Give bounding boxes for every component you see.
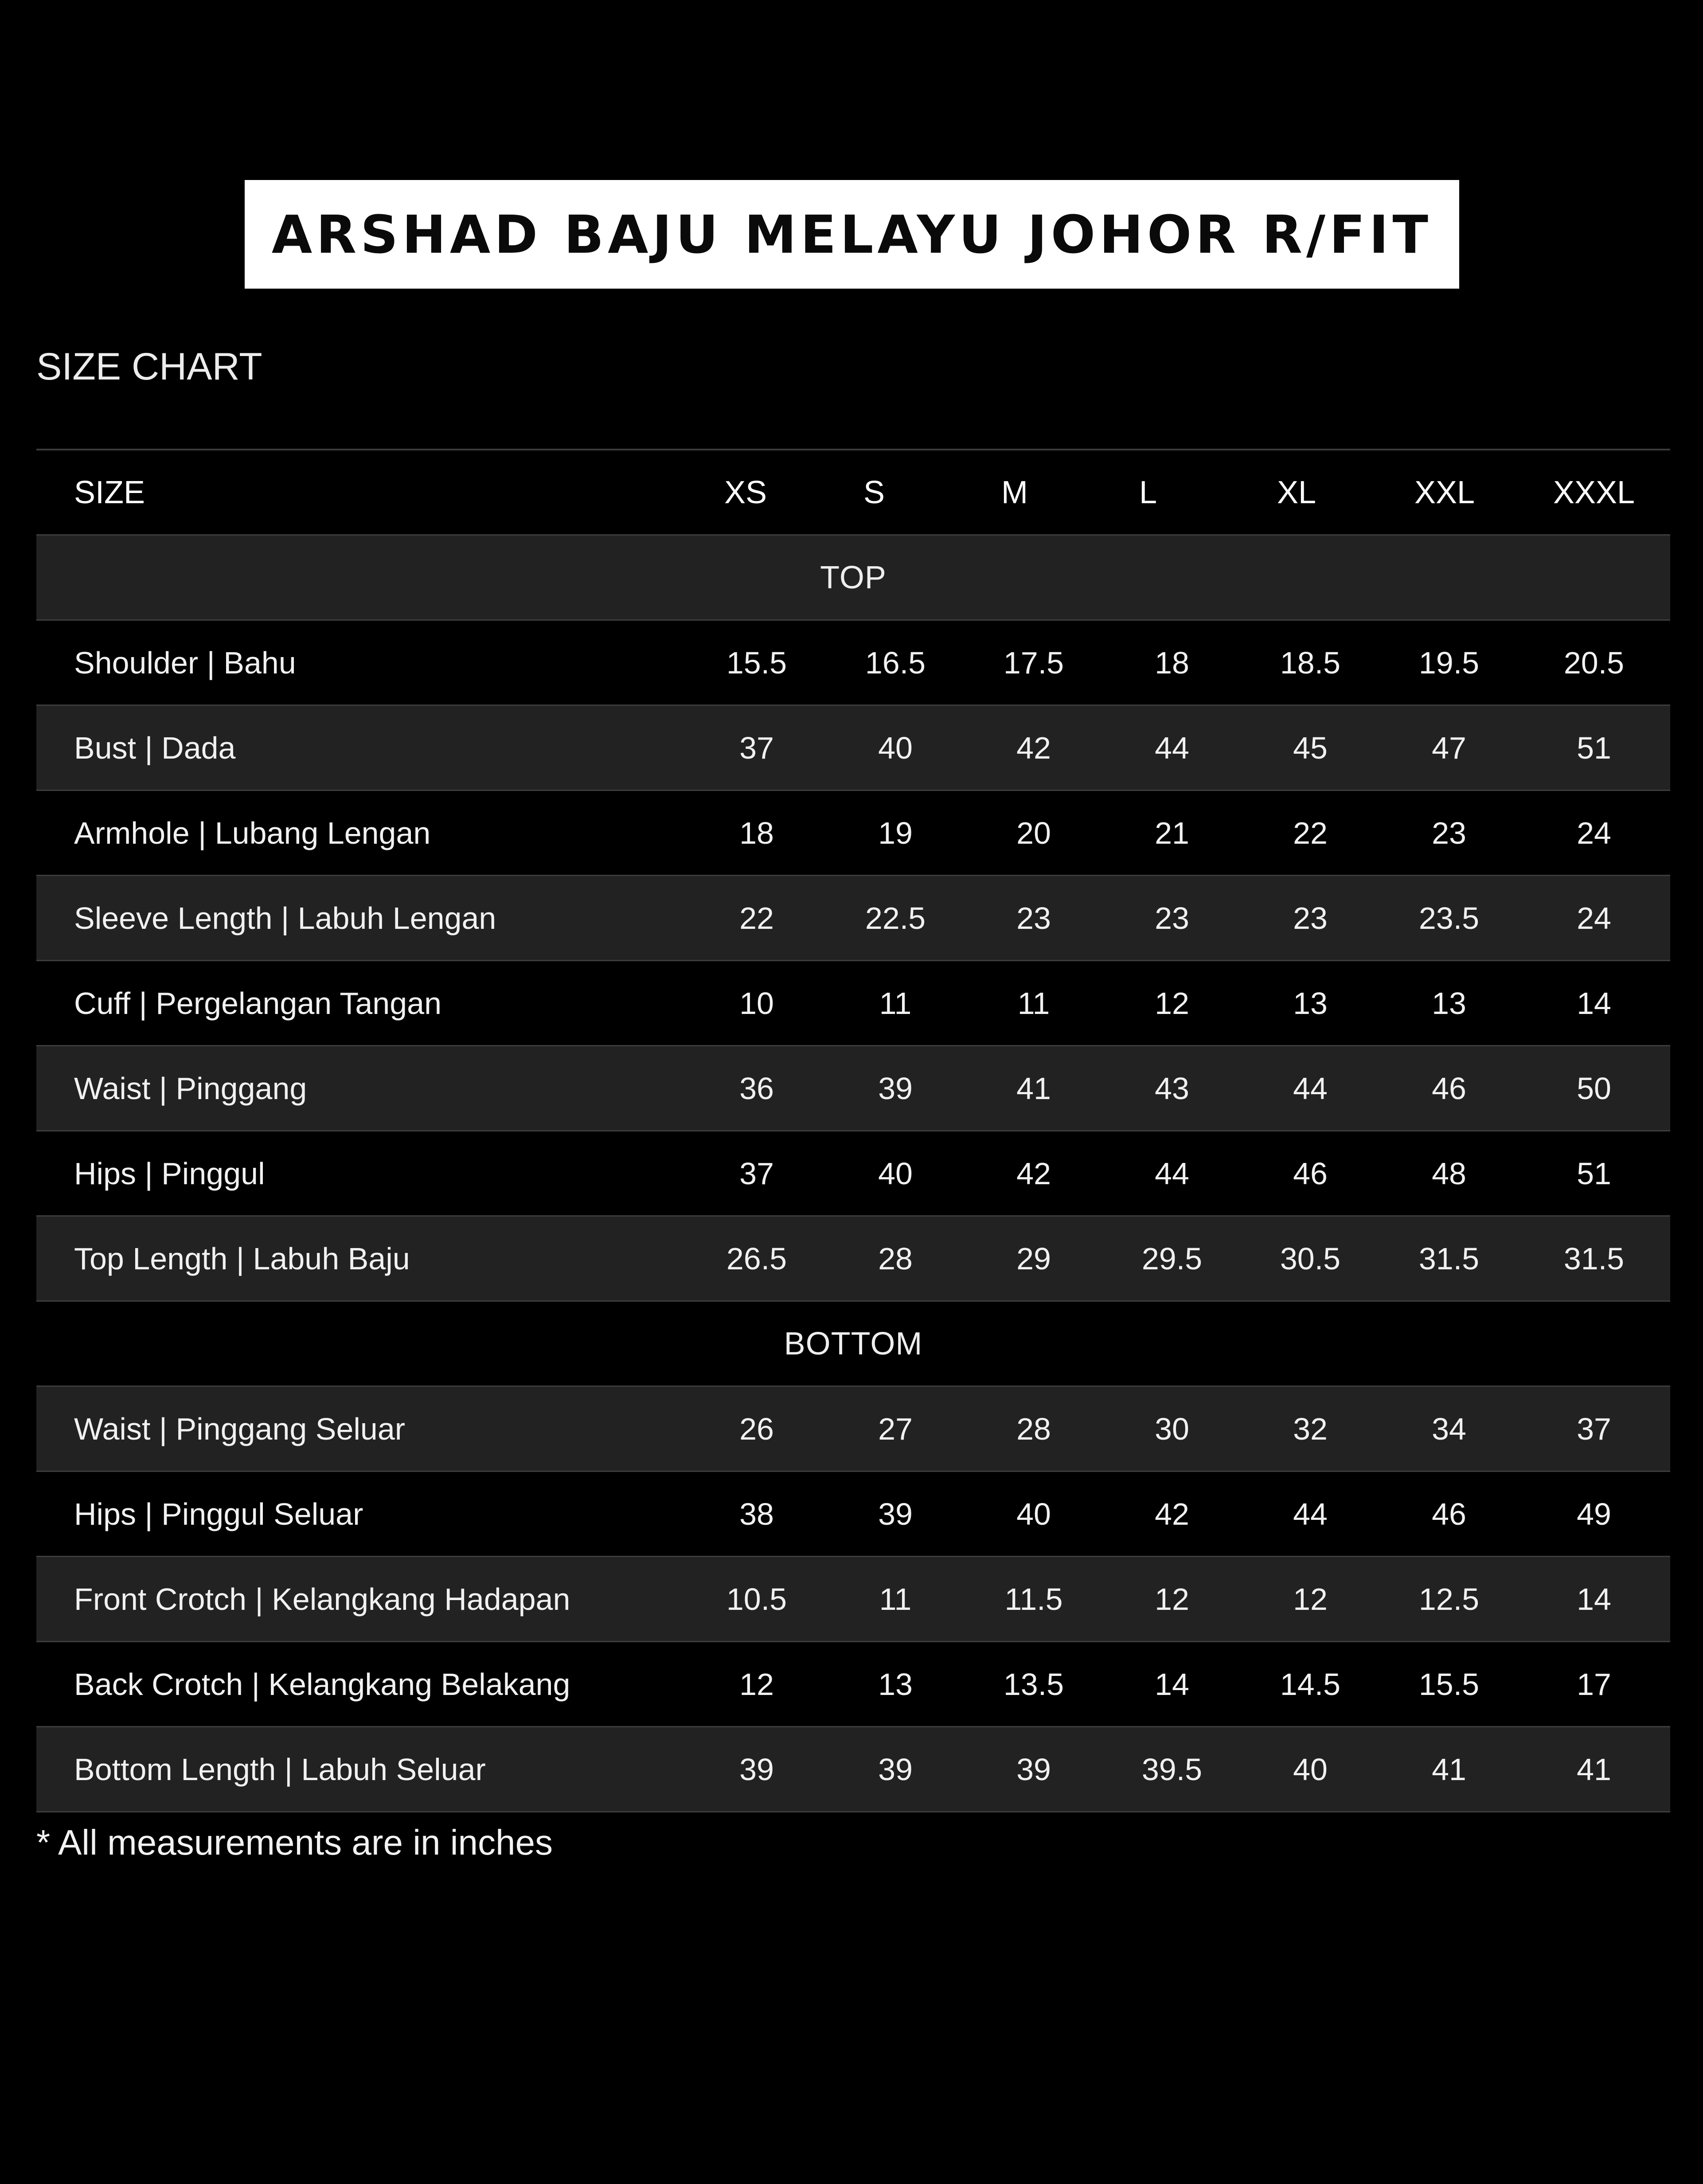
measurement-value-l: 18 bbox=[1155, 645, 1189, 680]
title-banner bbox=[245, 180, 1459, 289]
measurement-value-xxxl: 24 bbox=[1577, 815, 1611, 850]
table-row bbox=[36, 1387, 1670, 1472]
measurement-value-xxl: 15.5 bbox=[1418, 1667, 1480, 1702]
bottom-section-row bbox=[36, 1302, 1670, 1387]
measurement-value-m: 23 bbox=[1016, 900, 1051, 935]
measurement-value-xs: 36 bbox=[739, 1071, 774, 1106]
measurement-value-xs: 26.5 bbox=[726, 1241, 787, 1276]
measurement-value-xxl: 12.5 bbox=[1418, 1581, 1480, 1616]
measurement-value-s: 39 bbox=[878, 1071, 913, 1106]
measurement-label: Hips | Pinggul bbox=[74, 1156, 265, 1191]
bottom-section-row-label: BOTTOM bbox=[784, 1326, 923, 1362]
measurement-value-s: 19 bbox=[878, 815, 913, 850]
measurement-value-l: 42 bbox=[1155, 1496, 1189, 1531]
size-chart-table bbox=[36, 449, 1670, 1812]
table-row bbox=[36, 706, 1670, 791]
measurement-label: Waist | Pinggang Seluar bbox=[74, 1411, 406, 1446]
measurement-value-xxxl: 49 bbox=[1577, 1496, 1611, 1531]
measurement-value-xxl: 19.5 bbox=[1418, 645, 1480, 680]
header-size-xxxl: XXXL bbox=[1553, 474, 1635, 510]
measurement-value-xs: 37 bbox=[739, 730, 774, 765]
measurement-value-xxxl: 41 bbox=[1577, 1752, 1611, 1787]
measurement-value-m: 42 bbox=[1016, 1156, 1051, 1191]
measurement-value-l: 23 bbox=[1155, 900, 1189, 935]
measurement-value-xxl: 46 bbox=[1432, 1496, 1466, 1531]
top-section-row bbox=[36, 536, 1670, 621]
measurement-value-s: 40 bbox=[878, 1156, 913, 1191]
measurement-value-l: 12 bbox=[1155, 1581, 1189, 1616]
measurement-value-xl: 46 bbox=[1293, 1156, 1328, 1191]
table-row bbox=[36, 1472, 1670, 1557]
measurement-label: Bust | Dada bbox=[74, 730, 236, 765]
measurement-value-xxl: 23.5 bbox=[1418, 900, 1480, 935]
measurement-value-xxxl: 20.5 bbox=[1563, 645, 1625, 680]
measurement-value-xxxl: 24 bbox=[1577, 900, 1611, 935]
measurement-value-s: 13 bbox=[878, 1667, 913, 1702]
measurement-value-l: 44 bbox=[1155, 1156, 1189, 1191]
measurement-value-l: 43 bbox=[1155, 1071, 1189, 1106]
measurement-value-s: 22.5 bbox=[865, 900, 926, 935]
measurement-value-xl: 32 bbox=[1293, 1411, 1328, 1446]
measurement-value-l: 21 bbox=[1155, 815, 1189, 850]
measurement-value-m: 13.5 bbox=[1003, 1667, 1064, 1702]
measurement-value-xs: 10.5 bbox=[726, 1581, 787, 1616]
page-title: ARSHAD BAJU MELAYU JOHOR R/FIT bbox=[271, 204, 1433, 265]
measurement-value-s: 39 bbox=[878, 1752, 913, 1787]
measurement-value-xl: 45 bbox=[1293, 730, 1328, 765]
measurement-value-xs: 39 bbox=[739, 1752, 774, 1787]
measurement-value-xxl: 47 bbox=[1432, 730, 1466, 765]
measurement-value-xs: 26 bbox=[739, 1411, 774, 1446]
measurement-value-xl: 23 bbox=[1293, 900, 1328, 935]
table-row bbox=[36, 791, 1670, 876]
table-row bbox=[36, 1642, 1670, 1727]
measurement-value-l: 30 bbox=[1155, 1411, 1189, 1446]
measurement-value-xxl: 23 bbox=[1432, 815, 1466, 850]
table-row bbox=[36, 1131, 1670, 1217]
measurement-value-s: 39 bbox=[878, 1496, 913, 1531]
header-size-l: L bbox=[1139, 474, 1157, 510]
measurement-value-xxl: 31.5 bbox=[1418, 1241, 1480, 1276]
measurement-value-s: 11 bbox=[879, 986, 912, 1021]
measurement-value-xl: 22 bbox=[1293, 815, 1328, 850]
measurement-value-xxxl: 51 bbox=[1577, 1156, 1611, 1191]
measurement-value-s: 28 bbox=[878, 1241, 913, 1276]
header-size-xs: XS bbox=[724, 474, 767, 510]
measurement-value-m: 28 bbox=[1016, 1411, 1051, 1446]
measurement-value-m: 11 bbox=[1017, 986, 1050, 1021]
measurement-value-xl: 13 bbox=[1293, 986, 1328, 1021]
measurement-value-xxl: 34 bbox=[1432, 1411, 1466, 1446]
measurement-value-m: 29 bbox=[1016, 1241, 1051, 1276]
measurement-label: Top Length | Labuh Baju bbox=[74, 1241, 410, 1276]
measurement-value-xxxl: 17 bbox=[1577, 1667, 1611, 1702]
measurement-value-xxxl: 31.5 bbox=[1563, 1241, 1625, 1276]
measurement-value-xxxl: 51 bbox=[1577, 730, 1611, 765]
measurement-value-m: 40 bbox=[1016, 1496, 1051, 1531]
measurement-value-xxxl: 50 bbox=[1577, 1071, 1611, 1106]
measurement-value-s: 27 bbox=[878, 1411, 913, 1446]
measurement-value-xs: 37 bbox=[739, 1156, 774, 1191]
table-row bbox=[36, 1727, 1670, 1812]
measurement-value-xxxl: 14 bbox=[1577, 1581, 1611, 1616]
measurement-value-xl: 44 bbox=[1293, 1496, 1328, 1531]
measurement-value-xl: 30.5 bbox=[1280, 1241, 1341, 1276]
header-size-label: SIZE bbox=[74, 474, 145, 510]
measurement-value-xs: 18 bbox=[739, 815, 774, 850]
measurement-value-m: 41 bbox=[1016, 1071, 1051, 1106]
measurement-value-xl: 44 bbox=[1293, 1071, 1328, 1106]
measurement-label: Sleeve Length | Labuh Lengan bbox=[74, 900, 496, 935]
header-size-s: S bbox=[863, 474, 885, 510]
header-size-xl: XL bbox=[1277, 474, 1316, 510]
measurement-value-s: 11 bbox=[879, 1581, 912, 1616]
measurement-value-xl: 14.5 bbox=[1280, 1667, 1341, 1702]
measurement-value-s: 16.5 bbox=[865, 645, 926, 680]
measurement-label: Armhole | Lubang Lengan bbox=[74, 815, 431, 850]
measurement-value-m: 42 bbox=[1016, 730, 1051, 765]
table-row bbox=[36, 1217, 1670, 1302]
measurement-value-l: 29.5 bbox=[1141, 1241, 1203, 1276]
table-header-row bbox=[36, 450, 1670, 536]
measurement-label: Waist | Pinggang bbox=[74, 1071, 307, 1106]
measurement-value-m: 20 bbox=[1016, 815, 1051, 850]
measurement-value-xl: 40 bbox=[1293, 1752, 1328, 1787]
measurement-label: Cuff | Pergelangan Tangan bbox=[74, 986, 442, 1021]
measurement-value-xxl: 13 bbox=[1432, 986, 1466, 1021]
table-row bbox=[36, 961, 1670, 1046]
measurement-value-xxxl: 37 bbox=[1577, 1411, 1611, 1446]
measurement-value-xxl: 48 bbox=[1432, 1156, 1466, 1191]
top-section-row-label: TOP bbox=[820, 560, 887, 595]
measurement-value-xs: 15.5 bbox=[726, 645, 787, 680]
measurement-value-xl: 18.5 bbox=[1280, 645, 1341, 680]
measurement-value-m: 11.5 bbox=[1004, 1581, 1063, 1616]
measurement-value-m: 39 bbox=[1016, 1752, 1051, 1787]
header-size-m: M bbox=[1001, 474, 1028, 510]
measurement-value-xs: 22 bbox=[739, 900, 774, 935]
measurement-label: Bottom Length | Labuh Seluar bbox=[74, 1752, 486, 1787]
measurement-value-xs: 12 bbox=[739, 1667, 774, 1702]
measurement-label: Hips | Pinggul Seluar bbox=[74, 1496, 363, 1531]
measurement-value-l: 44 bbox=[1155, 730, 1189, 765]
measurement-footnote: * All measurements are in inches bbox=[36, 1823, 553, 1862]
measurement-value-xl: 12 bbox=[1293, 1581, 1328, 1616]
measurement-value-xxxl: 14 bbox=[1577, 986, 1611, 1021]
measurement-value-xs: 10 bbox=[739, 986, 774, 1021]
measurement-value-l: 14 bbox=[1155, 1667, 1189, 1702]
table-row bbox=[36, 1046, 1670, 1131]
measurement-value-xxl: 41 bbox=[1432, 1752, 1466, 1787]
header-size-xxl: XXL bbox=[1414, 474, 1475, 510]
measurement-value-m: 17.5 bbox=[1003, 645, 1064, 680]
measurement-label: Shoulder | Bahu bbox=[74, 645, 296, 680]
size-chart-heading: SIZE CHART bbox=[36, 345, 262, 388]
table-row bbox=[36, 1557, 1670, 1642]
table-row bbox=[36, 621, 1670, 706]
measurement-value-l: 12 bbox=[1155, 986, 1189, 1021]
measurement-label: Back Crotch | Kelangkang Belakang bbox=[74, 1667, 570, 1702]
measurement-label: Front Crotch | Kelangkang Hadapan bbox=[74, 1581, 570, 1616]
measurement-value-l: 39.5 bbox=[1141, 1752, 1203, 1787]
measurement-value-xs: 38 bbox=[739, 1496, 774, 1531]
measurement-value-s: 40 bbox=[878, 730, 913, 765]
measurement-value-xxl: 46 bbox=[1432, 1071, 1466, 1106]
table-row bbox=[36, 876, 1670, 961]
